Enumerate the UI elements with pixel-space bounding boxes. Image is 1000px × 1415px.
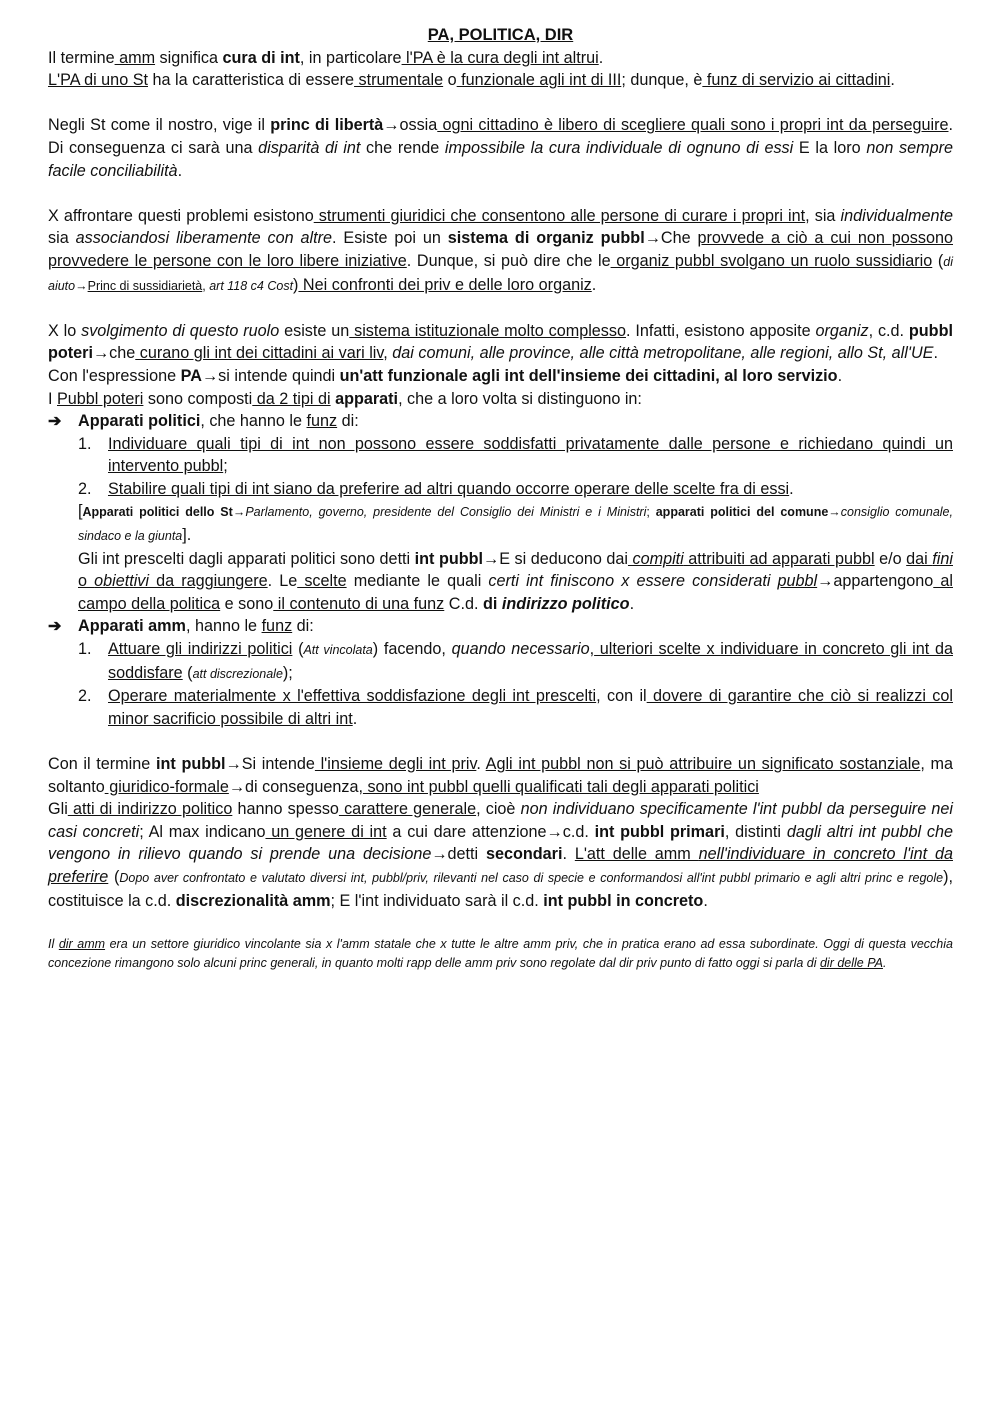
text-run: int pubbl <box>155 755 226 773</box>
text-run: organiz <box>815 321 869 340</box>
text-run: dir delle PA <box>819 955 883 970</box>
spacer <box>48 912 953 935</box>
text-run: Il termine <box>48 48 115 67</box>
text-run: . <box>562 845 575 864</box>
text-run: , in particolare <box>299 48 402 67</box>
paragraph-4 <box>48 205 953 297</box>
text-run: carattere generale <box>338 800 477 819</box>
text-run: →Che <box>644 229 698 248</box>
list-number: 2. <box>78 479 92 498</box>
text-run: [ <box>78 502 83 521</box>
text-run: Att vincolata <box>303 643 373 658</box>
paragraph-8 <box>48 753 953 798</box>
text-run: impossibile la cura individuale di ognuno di essi <box>444 138 794 157</box>
text-run: pubbl poteri <box>48 321 953 363</box>
text-run: Gli int prescelti dagli apparati politici sono detti <box>78 549 415 568</box>
text-run: individualmente <box>840 206 953 225</box>
text-run: ; dunque, è <box>621 71 703 90</box>
text-run: Negli St come il nostro, vige il <box>48 116 271 135</box>
text-run: . Di conseguenza ci sarà una <box>48 116 953 157</box>
text-run: a cui dare attenzione→c.d. <box>386 822 595 841</box>
spacer <box>48 92 953 115</box>
text-run: . <box>837 366 843 385</box>
text-run: apparati <box>335 389 399 408</box>
text-run: Il <box>48 936 59 951</box>
spacer <box>48 182 953 205</box>
text-run: strumenti giuridici che consentono alle persone di curare i propri int <box>313 206 806 225</box>
spacer <box>48 297 953 320</box>
text-run: Nei confronti dei priv e delle loro organiz <box>298 275 592 294</box>
text-run: , ma soltanto <box>48 755 953 796</box>
text-run: Individuare quali tipi di int non possono essere soddisfatti privatamente dalle persone e richiedano quindi un intervento pubbl <box>108 434 953 476</box>
text-run: →che <box>92 344 136 363</box>
text-run: sono int pubbl quelli qualificati tali degli apparati politici <box>362 777 759 796</box>
text-run: Apparati amm <box>78 617 186 636</box>
text-run: →si intende quindi <box>201 366 340 385</box>
text-run: ), costituisce la c.d. <box>48 867 953 910</box>
text-run: discrezionalità amm <box>175 891 331 910</box>
text-run: o <box>78 572 95 591</box>
text-run: dir amm <box>58 936 106 951</box>
political-apparatus-text <box>48 548 953 616</box>
text-run: non sempre facile conciliabilità <box>48 138 953 180</box>
text-run: compiti <box>627 549 684 568</box>
text-run: . <box>177 161 183 180</box>
text-run: ha la caratteristica di essere <box>148 71 355 90</box>
text-run: . <box>882 955 887 970</box>
text-run: ) facendo, <box>372 640 452 659</box>
text-run: Con l'espressione <box>48 366 181 385</box>
bullet-heading <box>78 412 359 430</box>
text-run: →di conseguenza, <box>228 777 363 796</box>
text-run: dagli altri int pubbl che vengono in rilievo quando si prende una decisione <box>48 822 953 864</box>
text-run: certi int finiscono x essere considerati <box>488 572 778 591</box>
text-run: ( <box>182 663 193 682</box>
text-run: I <box>48 389 57 408</box>
text-run: ; <box>646 505 656 520</box>
text-run: Dopo aver confrontato e valutato diversi int, pubbl/priv, rilevanti nel caso di specie e conformandosi all'int pubbl primario e agli altri princ e regole <box>119 870 944 885</box>
text-run: da 2 tipi di <box>252 389 331 408</box>
bullet-administrative-apparatus <box>48 615 953 638</box>
text-run: Gli <box>48 800 68 819</box>
text-run: fini <box>932 549 953 568</box>
text-run: l'insieme degli int priv <box>314 755 477 773</box>
text-run: esiste un <box>279 321 350 340</box>
text-run: giuridico-formale <box>104 777 229 796</box>
text-run: indirizzo politico <box>501 594 630 613</box>
text-run: il contenuto di una funz <box>273 594 445 613</box>
text-run: int pubbl primari <box>594 822 725 841</box>
page-title: PA, POLITICA, DIR <box>427 26 574 44</box>
text-run: . <box>352 709 358 728</box>
bullet-political-apparatus <box>48 410 953 433</box>
text-run: strumentale <box>354 71 444 90</box>
text-run: Con il termine <box>48 755 156 773</box>
text-run: funz di servizio ai cittadini <box>702 71 891 90</box>
text-run: funzionale agli int di III <box>456 71 622 90</box>
text-run: → <box>232 505 246 520</box>
text-run: . Esiste poi un <box>332 229 448 248</box>
text-run: C.d. <box>444 594 483 613</box>
text-run: e sono <box>220 594 274 613</box>
text-run: organiz pubbl svolgano un ruolo sussidiario <box>610 251 933 270</box>
text-run: attribuiti ad apparati pubbl <box>683 549 875 568</box>
text-run: princ di libertà <box>270 116 384 135</box>
text-run: PA <box>180 366 202 385</box>
text-run: ulteriori scelte x individuare in concreto gli int da soddisfare <box>108 640 953 682</box>
text-run: ( <box>108 867 120 886</box>
political-apparatus-note <box>48 500 953 547</box>
text-run: ; E l'int individuato sarà il c.d. <box>330 891 544 910</box>
text-run: Pubbl poteri <box>57 389 144 408</box>
text-run: E la loro <box>793 138 867 157</box>
text-run: funz <box>261 617 293 636</box>
text-run: l'PA è la cura degli int altrui <box>401 48 599 67</box>
text-run: att discrezionale <box>192 666 283 681</box>
numbered-list-item <box>48 638 953 685</box>
paragraph-9 <box>48 798 953 912</box>
text-run: L'PA di uno St <box>48 71 148 90</box>
paragraph-3 <box>48 114 953 182</box>
bullet-heading <box>78 617 314 635</box>
text-run: ; Al max indicano <box>139 822 266 841</box>
text-run: Parlamento, governo, presidente del Consiglio dei Ministri e i Ministri <box>245 505 647 520</box>
text-run: , <box>383 344 393 363</box>
text-run: associandosi liberamente con altre <box>75 229 333 248</box>
text-run: art 118 c4 Cost <box>209 278 294 293</box>
paragraph-1 <box>48 47 953 70</box>
text-run: , <box>202 278 210 293</box>
text-run: int pubbl in concreto <box>543 891 704 910</box>
text-run: di aiuto→ <box>48 254 954 293</box>
text-run: , c.d. <box>868 321 909 340</box>
text-run: int pubbl <box>414 549 484 568</box>
text-run: . Dunque, si può dire che le <box>406 251 611 270</box>
text-run: che rende <box>360 138 445 157</box>
text-run: , cioè <box>476 800 521 819</box>
text-run: quando necessario <box>451 640 590 659</box>
text-run: obiettivi <box>94 572 149 591</box>
text-run: dovere di garantire che ciò si realizzi col minor sacrificio possibile di altri int <box>108 687 953 728</box>
text-run: e/o <box>874 549 907 568</box>
text-run: Attuare gli indirizzi politici <box>108 640 293 659</box>
paragraph-5 <box>48 320 953 365</box>
text-run: hanno spesso <box>232 800 339 819</box>
text-run: significa <box>155 48 223 67</box>
numbered-list-item <box>48 478 953 501</box>
numbered-list-item <box>48 685 953 730</box>
text-run: dai <box>906 549 933 568</box>
text-run: →appartengono <box>817 572 934 591</box>
text-run: . <box>933 344 938 363</box>
numbered-list-item <box>48 433 953 478</box>
text-run: Agli int pubbl non si può attribuire un significato sostanziale <box>485 755 921 773</box>
text-run: atti di indirizzo politico <box>67 800 233 819</box>
text-run: di: <box>337 412 359 431</box>
text-run: , con il <box>596 687 647 706</box>
text-run: . Le <box>267 572 298 591</box>
list-number: 1. <box>78 434 92 453</box>
text-run: ) <box>293 275 299 294</box>
text-run: ); <box>282 663 293 682</box>
text-run: di: <box>292 617 314 636</box>
text-run: ogni cittadino è libero di scegliere quali sono i propri int da perseguire <box>437 116 949 135</box>
text-run: dai comuni, alle province, alle città metropolitane, alle regioni, allo St, all'UE <box>392 344 934 363</box>
text-run: X affrontare questi problemi esistono <box>48 206 314 225</box>
text-run: . <box>890 71 895 90</box>
text-run: apparati politici del comune <box>655 505 829 520</box>
text-run: funz <box>306 412 338 431</box>
text-run: di <box>482 594 502 613</box>
text-run: amm <box>114 48 156 67</box>
text-run: Princ di sussidiarietà <box>87 278 203 293</box>
text-run: mediante le quali <box>346 572 489 591</box>
text-run: ]. <box>182 526 192 545</box>
text-run: →detti <box>431 845 486 864</box>
text-run: svolgimento di questo ruolo <box>81 321 280 340</box>
text-run: ( <box>292 640 304 659</box>
text-run: L'att delle amm <box>574 845 699 864</box>
text-run: . Infatti, esistono apposite <box>626 321 816 340</box>
text-run: Apparati politici <box>78 412 201 431</box>
text-run: , sia <box>805 206 841 225</box>
text-run: o <box>443 71 457 90</box>
text-run: , <box>589 640 595 659</box>
text-run: , che hanno le <box>200 412 307 431</box>
list-number: 2. <box>78 687 92 706</box>
text-run: da raggiungere <box>149 572 268 591</box>
spacer <box>48 730 953 753</box>
text-run: Apparati politici dello St <box>82 505 233 520</box>
footnote <box>48 935 953 973</box>
text-run: → <box>828 505 841 520</box>
text-run: consiglio comunale, sindaco e la giunta <box>78 505 953 544</box>
administrative-functions-list <box>48 638 953 730</box>
text-run: →ossia <box>383 116 438 135</box>
text-run: scelte <box>297 572 347 591</box>
paragraph-6 <box>48 365 953 388</box>
text-run: curano gli int dei cittadini ai vari liv <box>135 344 384 363</box>
paragraph-7 <box>48 388 953 411</box>
text-run: secondari <box>485 845 563 864</box>
text-run: Operare materialmente x l'effettiva soddisfazione degli int prescelti <box>108 687 597 706</box>
text-run: . <box>629 594 635 613</box>
political-functions-list <box>48 433 953 501</box>
text-run: ( <box>932 251 944 270</box>
arrow-bullet-icon: ➔ <box>48 617 62 636</box>
text-run: ; <box>223 457 228 476</box>
text-run: nell'individuare in concreto l'int da preferire <box>48 845 953 886</box>
text-run: non individuano specificamente l'int pubbl da perseguire nei casi concreti <box>48 800 953 841</box>
text-run: →Si intende <box>225 755 315 773</box>
text-run: sia <box>48 229 76 248</box>
text-run: un'att funzionale agli int dell'insieme dei cittadini, al loro servizio <box>339 366 838 385</box>
text-run: pubbl <box>777 572 818 591</box>
text-run: un genere di int <box>265 822 387 841</box>
text-run: provvede a ciò a cui non possono provvedere le persone con le loro libere iniziative <box>48 229 953 270</box>
text-run: . <box>476 755 486 773</box>
text-run: . <box>789 479 794 498</box>
text-run: sistema istituzionale molto complesso <box>349 321 626 340</box>
text-run: , distinti <box>724 822 787 841</box>
paragraph-2 <box>48 69 953 92</box>
text-run: . <box>598 48 604 67</box>
text-run: disparità di int <box>258 138 361 157</box>
text-run: sistema di organiz pubbl <box>447 229 645 248</box>
text-run: . <box>703 891 708 910</box>
text-run: X lo <box>48 321 82 340</box>
text-run: Stabilire quali tipi di int siano da preferire ad altri quando occorre operare delle scelte fra di essi <box>108 479 790 498</box>
arrow-bullet-icon: ➔ <box>48 412 62 431</box>
text-run: →E si deducono dai <box>483 549 628 568</box>
text-run: cura di int <box>222 48 300 67</box>
text-run: sono composti <box>143 389 253 408</box>
text-run: , hanno le <box>185 617 262 636</box>
text-run: , che a loro volta si distinguono in: <box>398 389 642 408</box>
list-number: 1. <box>78 640 92 659</box>
text-run: . <box>591 275 597 294</box>
text-run: al campo della politica <box>78 572 953 613</box>
text-run: era un settore giuridico vincolante sia x l'amm statale che x tutte le altre amm priv, che in pratica erano ad essa subordinate. Oggi di questa vecchia concezione rimangono solo alcuni princ generali, in quanto molti rapp delle amm priv sono regolate dal dir priv punto di fatto oggi si parla di <box>48 936 953 970</box>
